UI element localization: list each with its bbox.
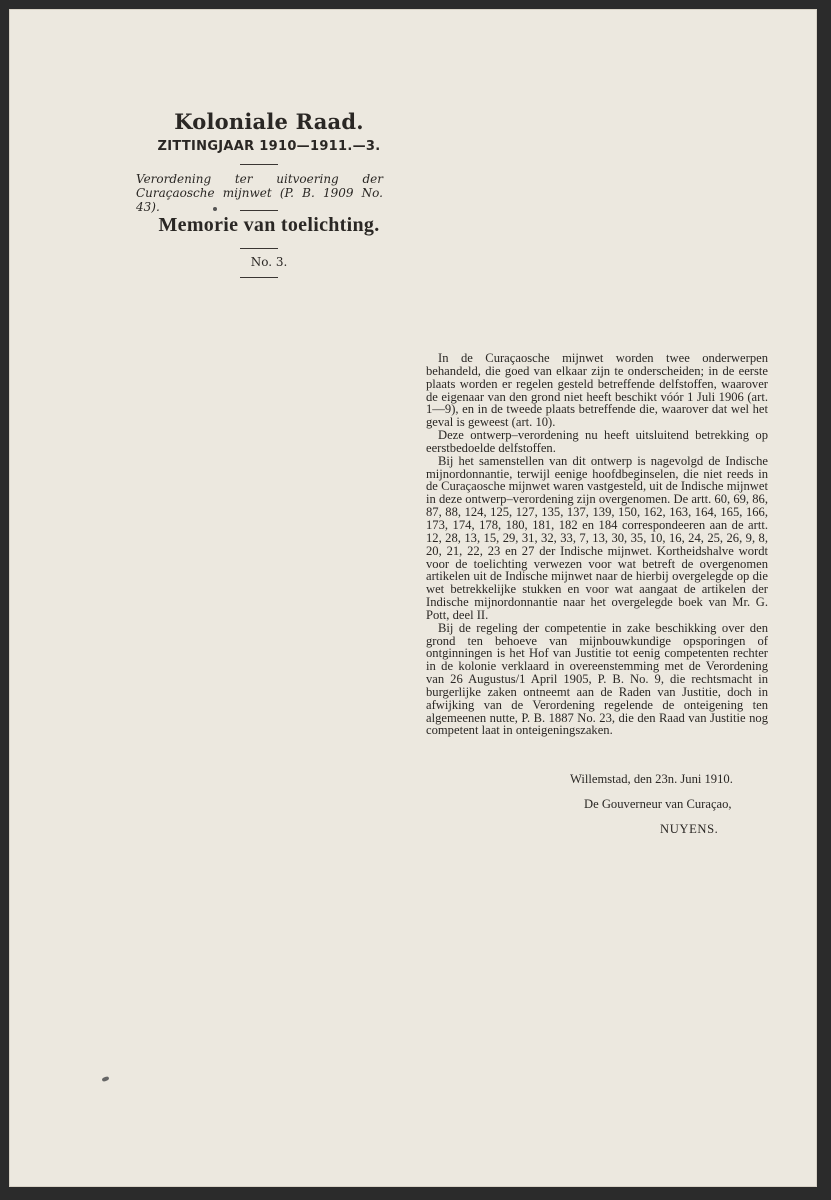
divider xyxy=(240,210,278,211)
divider xyxy=(240,164,278,165)
session-year: ZITTINGJAAR 1910—1911.—3. xyxy=(157,139,381,154)
place-date: Willemstad, den 23n. Juni 1910. xyxy=(570,772,733,786)
divider xyxy=(240,277,278,278)
paragraph: Deze ontwerp–verordening nu heeft uitsluitend betrekking op eerstbedoelde delfstoffen. xyxy=(426,428,768,455)
document-number: No. 3. xyxy=(250,255,288,269)
body-text xyxy=(426,352,768,737)
ink-dot xyxy=(213,207,217,211)
document-page xyxy=(9,9,817,1187)
divider xyxy=(240,248,278,249)
signatory-role: De Gouverneur van Curaçao, xyxy=(584,797,732,811)
ink-speck xyxy=(102,1076,110,1082)
paragraph: Bij de regeling der competentie in zake beschikking over den grond ten behoeve van mijnbouwkundige opsporingen of ontginningen is het Hof van Justitie tot eenig competenten rechter in de kolonie verklaard in overeenstemming met de Verordening van 26 Augustus/1 April 1905, P. B. No. 9, die rechtsmacht in burgerlijke zaken ontneemt aan de Raden van Justitie, doch in afwijking van de Verordening regelende de onteigening ten algemeenen nutte, P. B. 1887 No. 23, die den Raad van Justitie nog competent laat in onteigeningszaken. xyxy=(426,620,768,738)
paragraph: Bij het samenstellen van dit ontwerp is nagevolgd de Indische mijnordonnantie, terwijl eenige hoofdbeginselen, die niet reeds in de Curaçaosche mijnwet waren vastgesteld, uit de Indische mijnwet in deze ontwerp–verordening zijn overgenomen. De artt. 60, 69, 86, 87, 88, 124, 125, 127, 135, 137, 139, 150, 162, 163, 164, 165, 166, 173, 174, 178, 180, 181, 182 en 184 correspondeeren aan de artt. 12, 28, 13, 15, 29, 31, 32, 33, 7, 13, 30, 35, 10, 16, 24, 25, 26, 9, 8, 20, 21, 22, 23 en 27 der Indische mijnwet. Kortheidshalve wordt voor de toelichting verwezen voor wat betreft de overgenomen artikelen uit de Indische mijnwet naar de hierbij overgelegde op die wet betrekkelijke stukken en voor wat aangaat de artikelen der Indische mijnordonnantie naar het overgelegde boek van Mr. G. Pott, deel II. xyxy=(426,453,768,622)
signatory-name: NUYENS. xyxy=(660,822,719,836)
paragraph: In de Curaçaosche mijnwet worden twee onderwerpen behandeld, die goed van elkaar zijn te onderscheiden; in de eerste plaats worden er regelen gesteld betreffende delfstoffen, waarover de eigenaar van den grond niet heeft beschikt vóór 1 Juli 1906 (art. 1—9), en in de tweede plaats betreffende die, waarover dat wel het geval is geweest (art. 10). xyxy=(426,351,768,430)
document-type-heading: Memorie van toelichting. xyxy=(158,214,380,236)
council-title: Koloniale Raad. xyxy=(174,109,364,134)
ordinance-subtitle: Verordening ter uitvoering der Curaçaosche mijnwet (P. B. 1909 No. 43). xyxy=(136,172,383,214)
